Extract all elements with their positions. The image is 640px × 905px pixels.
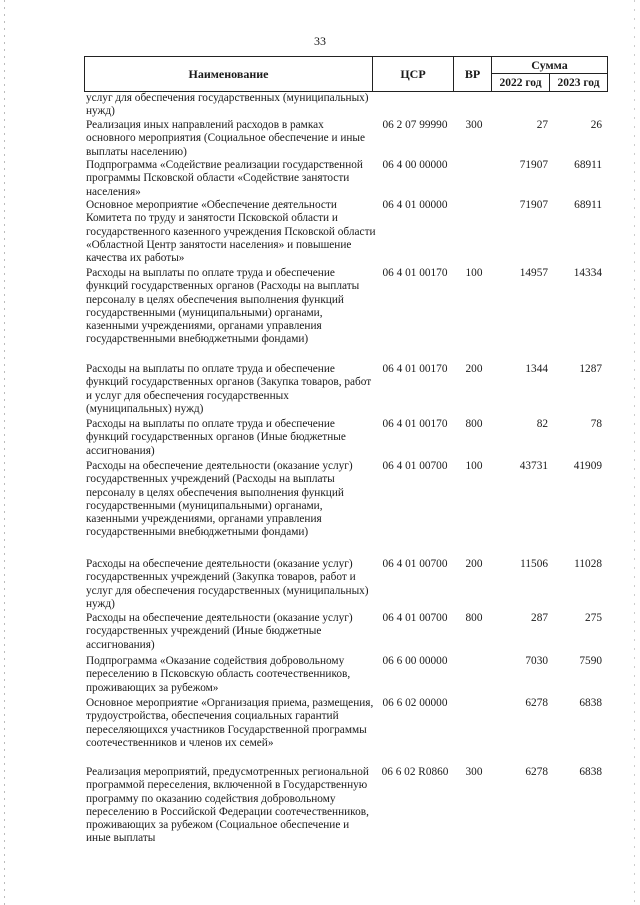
row-sum-2023: 26 xyxy=(590,119,602,131)
row-sum-2023: 11028 xyxy=(574,558,602,570)
row-sum-2022: 1344 xyxy=(525,363,548,375)
row-sum-2023: 6838 xyxy=(579,766,602,778)
row-sum-2023: 7590 xyxy=(579,655,602,667)
row-csr: 06 6 00 00000 xyxy=(382,655,448,667)
row-sum-2022: 71907 xyxy=(519,199,548,211)
row-csr: 06 4 01 00700 xyxy=(382,612,448,624)
row-sum-2022: 43731 xyxy=(519,460,548,472)
row-name: Расходы на выплаты по оплате труда и обеспечение функций государственных органов (Закупка товаров, работ и услуг для обеспечения государственных (муниципальных) нужд) xyxy=(86,363,372,415)
row-csr: 06 6 02 00000 xyxy=(382,697,448,709)
row-name: Расходы на обеспечение деятельности (оказание услуг) государственных учреждений (Закупка товаров, работ и услуг для обеспечения государственных (муниципальных) нужд) xyxy=(86,558,369,610)
row-vr: 200 xyxy=(465,558,483,570)
header-csr: ЦСР xyxy=(372,56,454,92)
row-name: услуг для обеспечения государственных (муниципальных) нужд) xyxy=(86,92,369,118)
header-2023: 2023 год xyxy=(549,73,608,92)
row-sum-2023: 1287 xyxy=(579,363,602,375)
row-vr: 800 xyxy=(465,418,483,430)
row-csr: 06 4 01 00170 xyxy=(382,363,448,375)
row-sum-2023: 68911 xyxy=(574,159,602,171)
row-sum-2023: 275 xyxy=(585,612,602,624)
row-sum-2022: 71907 xyxy=(519,159,548,171)
row-csr: 06 4 01 00000 xyxy=(382,199,448,211)
row-vr: 100 xyxy=(465,267,483,279)
row-sum-2023: 41909 xyxy=(573,460,602,472)
row-name: Расходы на обеспечение деятельности (оказание услуг) государственных учреждений (Иные бюджетные ассигнования) xyxy=(86,612,353,651)
row-vr: 300 xyxy=(465,766,483,778)
scan-edge-left xyxy=(4,0,5,905)
row-sum-2022: 6278 xyxy=(525,766,548,778)
row-vr: 800 xyxy=(465,612,483,624)
header-sum: Сумма xyxy=(491,56,608,74)
row-sum-2022: 7030 xyxy=(525,655,548,667)
row-name: Расходы на обеспечение деятельности (оказание услуг) государственных учреждений (Расходы на выплаты персоналу в целях обеспечения выполнения функций государственными (муниципальными) органами, казенными учреждениями, органами управления государственными внебюджетными фондами) xyxy=(86,460,353,539)
header-vr: ВР xyxy=(453,56,492,92)
header-name: Наименование xyxy=(84,56,373,92)
row-name: Основное мероприятие «Организация приема, размещения, трудоустройства, обеспечения социальных гарантий переселяющихся участников Государственной программы соотечественников и членов их семей» xyxy=(86,697,374,749)
row-csr: 06 6 02 R0860 xyxy=(381,766,449,778)
row-name: Подпрограмма «Оказание содействия добровольному переселению в Псковскую область соотечественников, проживающих за рубежом» xyxy=(86,655,351,694)
row-sum-2023: 14334 xyxy=(573,267,602,279)
row-sum-2022: 82 xyxy=(536,418,548,430)
row-name: Реализация мероприятий, предусмотренных региональной программой переселения, включенной в Государственную программу по оказанию содействия добровольному переселению в Российской Федерации соотечественников, проживающих за рубежом (Социальное обеспечение и иные выплаты xyxy=(86,766,369,845)
row-name: Расходы на выплаты по оплате труда и обеспечение функций государственных органов (Иные бюджетные ассигнования) xyxy=(86,418,346,457)
row-name: Реализация иных направлений расходов в рамках основного мероприятия (Социальное обеспечение и иные выплаты населению) xyxy=(86,119,366,158)
row-vr: 300 xyxy=(465,119,483,131)
row-sum-2023: 6838 xyxy=(579,697,602,709)
row-vr: 200 xyxy=(465,363,483,375)
row-sum-2022: 14957 xyxy=(519,267,548,279)
row-csr: 06 4 01 00700 xyxy=(382,460,448,472)
row-sum-2022: 287 xyxy=(531,612,548,624)
header-2022: 2022 год xyxy=(491,73,550,92)
scan-edge-right xyxy=(634,0,635,905)
row-csr: 06 4 01 00170 xyxy=(382,418,448,430)
row-csr: 06 4 01 00700 xyxy=(382,558,448,570)
table-header xyxy=(84,56,608,92)
row-sum-2022: 6278 xyxy=(525,697,548,709)
row-sum-2023: 68911 xyxy=(574,199,602,211)
row-csr: 06 4 01 00170 xyxy=(382,267,448,279)
row-sum-2022: 27 xyxy=(536,119,548,131)
row-name: Расходы на выплаты по оплате труда и обеспечение функций государственных органов (Расходы на выплаты персоналу в целях обеспечения выполнения функций государственными (муниципальными) органами, казенными учреждениями, органами управления государственными внебюджетными фондами) xyxy=(86,267,360,346)
row-csr: 06 4 00 00000 xyxy=(382,159,448,171)
page-number: 33 xyxy=(314,34,326,48)
row-sum-2022: 11506 xyxy=(520,558,548,570)
row-sum-2023: 78 xyxy=(590,418,602,430)
row-csr: 06 2 07 99990 xyxy=(382,119,448,131)
row-name: Основное мероприятие «Обеспечение деятельности Комитета по труду и занятости Псковской области и государственного казенного учреждения Псковской области «Областной Центр занятости населения» и повышение качества их работы» xyxy=(86,199,376,265)
row-name: Подпрограмма «Содействие реализации государственной программы Псковской области «Содействие занятости населения» xyxy=(86,159,363,198)
row-vr: 100 xyxy=(465,460,483,472)
